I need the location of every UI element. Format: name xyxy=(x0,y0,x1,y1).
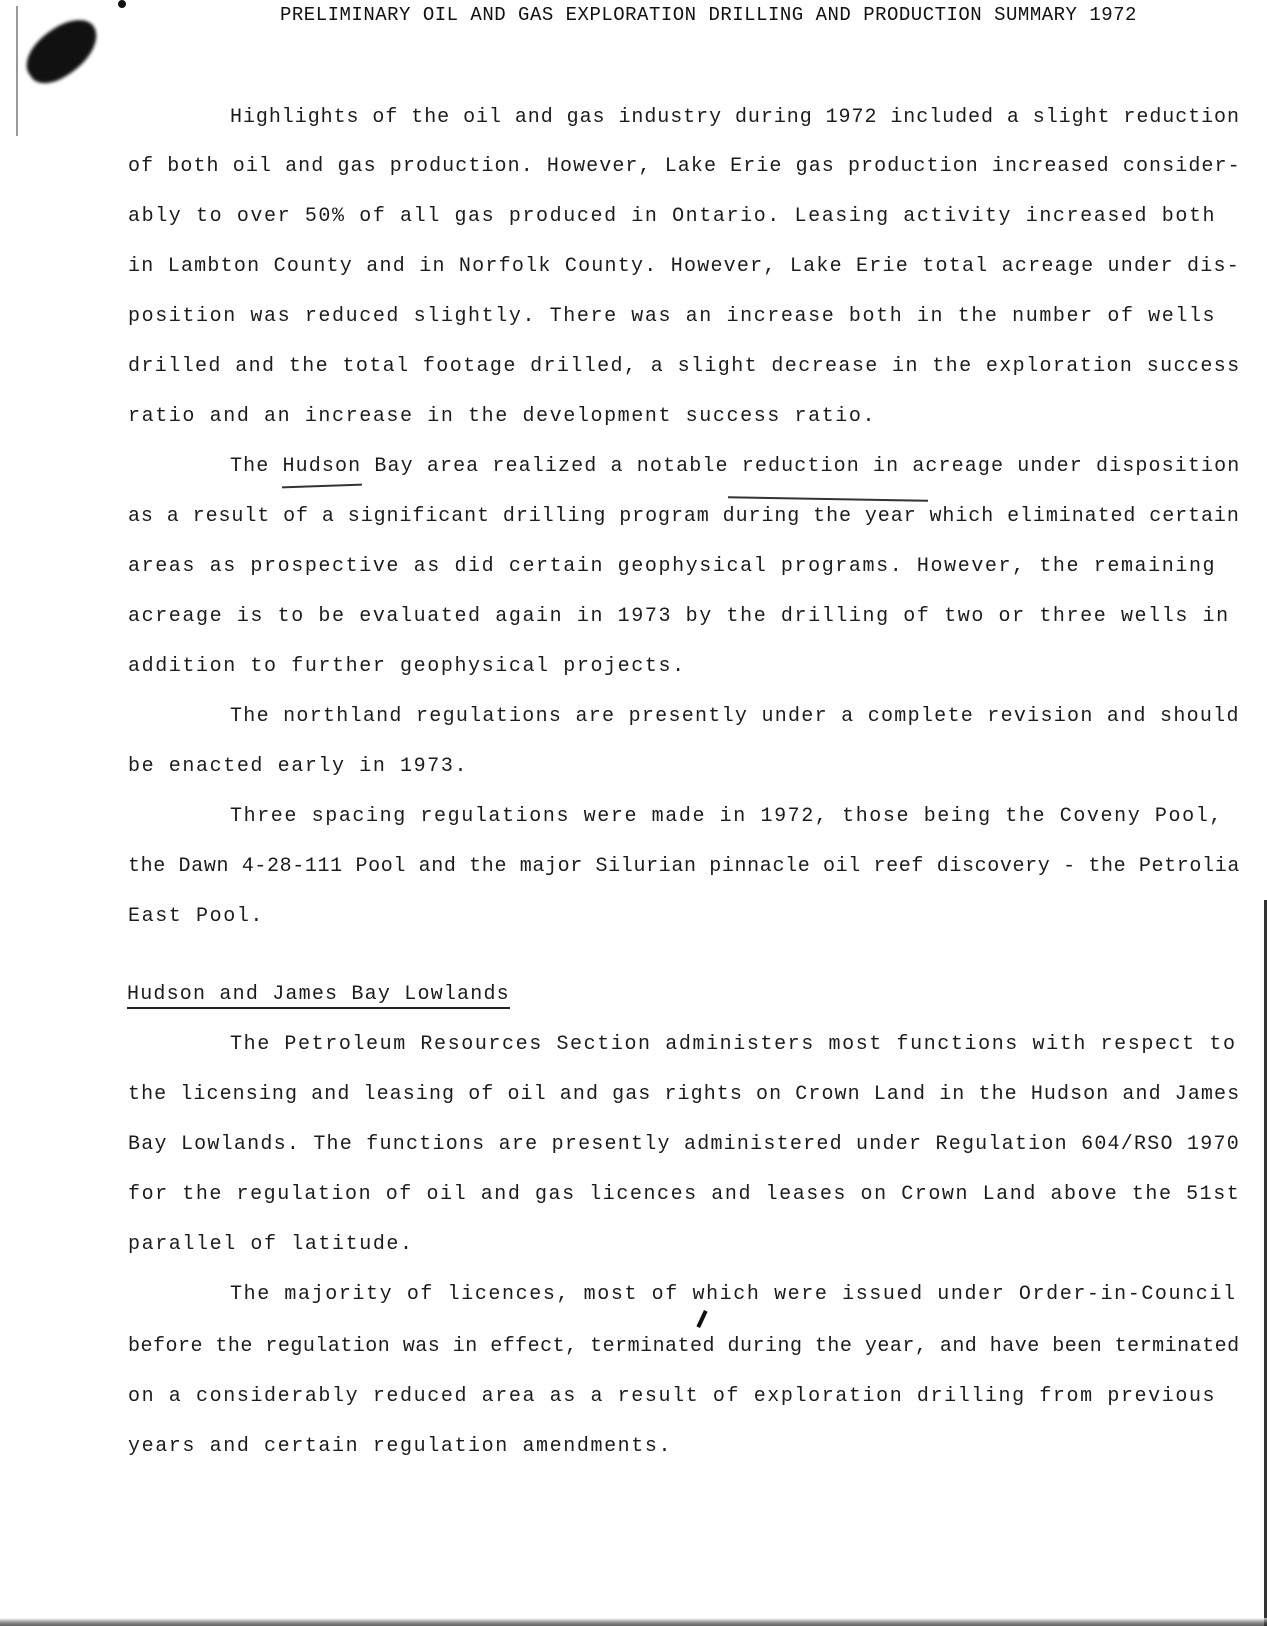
text-line: addition to further geophysical projects. xyxy=(128,655,686,678)
pen-underline xyxy=(282,484,362,489)
text-line: of both oil and gas production. However, Lake Erie gas production increased consider- xyxy=(128,155,1241,178)
text-line: drilled and the total footage drilled, a slight decrease in the exploration success xyxy=(128,355,1241,378)
scan-edge-bottom xyxy=(0,1618,1267,1626)
text-line: the licensing and leasing of oil and gas rights on Crown Land in the Hudson and James xyxy=(128,1083,1241,1106)
text-line: before the regulation was in effect, terminated during the year, and have been terminated xyxy=(128,1335,1240,1358)
text-line: ably to over 50% of all gas produced in Ontario. Leasing activity increased both xyxy=(128,205,1217,228)
text-line: ratio and an increase in the development success ratio. xyxy=(128,405,877,428)
pen-mark xyxy=(696,1310,707,1328)
scan-edge-left xyxy=(16,6,18,136)
section-heading: Hudson and James Bay Lowlands xyxy=(127,983,510,1009)
text-line: on a considerably reduced area as a result of exploration drilling from previous xyxy=(128,1385,1217,1408)
text-line: The Petroleum Resources Section administers most functions with respect to xyxy=(230,1033,1237,1056)
text-line: Highlights of the oil and gas industry during 1972 included a slight reduction xyxy=(230,106,1240,129)
text-line: years and certain regulation amendments. xyxy=(128,1435,673,1458)
text-line: acreage is to be evaluated again in 1973 by the drilling of two or three wells in xyxy=(128,605,1230,628)
text-line: for the regulation of oil and gas licences and leases on Crown Land above the 51st xyxy=(128,1183,1241,1206)
text-line: The northland regulations are presently under a complete revision and should xyxy=(230,705,1240,728)
text-line: Bay Lowlands. The functions are presently administered under Regulation 604/RSO 1970 xyxy=(128,1133,1240,1156)
document-title: PRELIMINARY OIL AND GAS EXPLORATION DRILLING AND PRODUCTION SUMMARY 1972 xyxy=(280,4,1137,26)
text-line: the Dawn 4-28-111 Pool and the major Silurian pinnacle oil reef discovery - the Petrolia xyxy=(128,855,1240,878)
ink-dot xyxy=(118,0,126,8)
text-line: East Pool. xyxy=(128,905,265,928)
text-line: parallel of latitude. xyxy=(128,1233,414,1256)
text-line: Three spacing regulations were made in 1972, those being the Coveny Pool, xyxy=(230,805,1223,828)
text-line: position was reduced slightly. There was an increase both in the number of wells xyxy=(128,305,1217,328)
ink-smudge xyxy=(16,9,108,93)
text-line: in Lambton County and in Norfolk County. However, Lake Erie total acreage under dis- xyxy=(128,255,1240,278)
text-line: The Hudson Bay area realized a notable reduction in acreage under disposition xyxy=(230,455,1241,478)
pen-underline xyxy=(728,496,928,501)
text-line: be enacted early in 1973. xyxy=(128,755,469,778)
text-line: as a result of a significant drilling program during the year which eliminated certain xyxy=(128,505,1240,528)
text-line: areas as prospective as did certain geophysical programs. However, the remaining xyxy=(128,555,1217,578)
text-line: The majority of licences, most of which were issued under Order-in-Council xyxy=(230,1283,1237,1306)
